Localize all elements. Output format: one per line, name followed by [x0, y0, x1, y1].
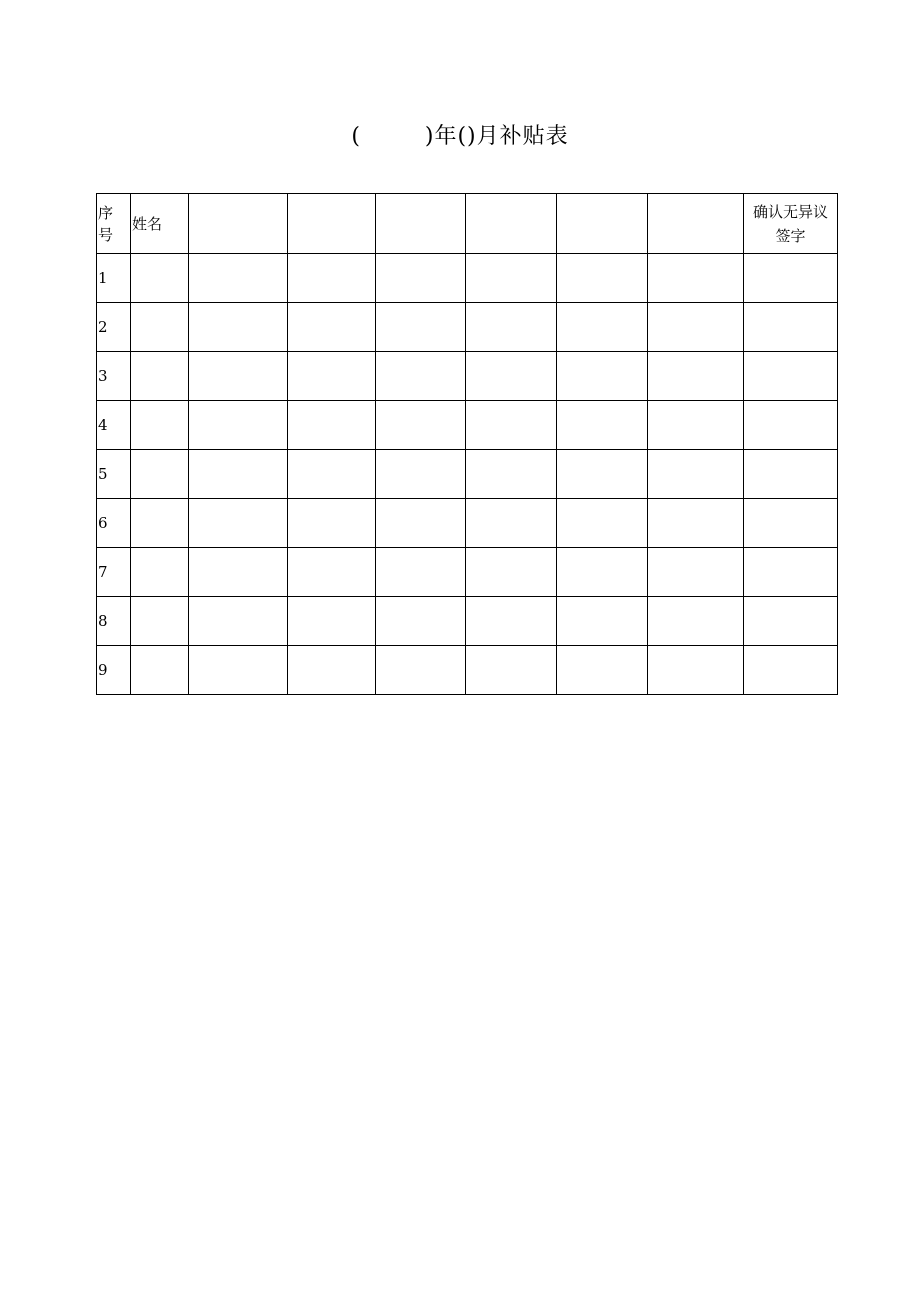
blank-cell[interactable]: [288, 646, 376, 695]
blank-header-cell[interactable]: [376, 194, 466, 254]
table-row: [97, 450, 838, 499]
row-index-cell: 8: [97, 597, 131, 646]
blank-cell[interactable]: [288, 499, 376, 548]
signature-cell[interactable]: [744, 597, 838, 646]
table-row: [97, 597, 838, 646]
blank-cell[interactable]: [648, 352, 744, 401]
blank-cell[interactable]: [376, 499, 466, 548]
blank-cell[interactable]: [557, 597, 648, 646]
blank-cell[interactable]: [376, 450, 466, 499]
blank-cell[interactable]: [376, 646, 466, 695]
seq-header-line2: 号: [98, 225, 114, 244]
blank-cell[interactable]: [557, 401, 648, 450]
blank-header-cell[interactable]: [648, 194, 744, 254]
blank-cell[interactable]: [376, 352, 466, 401]
table-row: [97, 548, 838, 597]
blank-cell[interactable]: [288, 352, 376, 401]
blank-cell[interactable]: [376, 401, 466, 450]
table-row: [97, 499, 838, 548]
name-cell[interactable]: [131, 499, 189, 548]
blank-cell[interactable]: [466, 303, 557, 352]
name-cell[interactable]: [131, 254, 189, 303]
blank-header-cell[interactable]: [288, 194, 376, 254]
signature-cell[interactable]: [744, 254, 838, 303]
blank-cell[interactable]: [466, 499, 557, 548]
blank-cell[interactable]: [557, 254, 648, 303]
blank-cell[interactable]: [376, 303, 466, 352]
blank-cell[interactable]: [189, 548, 288, 597]
blank-cell[interactable]: [376, 597, 466, 646]
seq-header-cell: [97, 194, 131, 254]
row-index-cell: 5: [97, 450, 131, 499]
blank-cell[interactable]: [189, 254, 288, 303]
row-index-cell: 7: [97, 548, 131, 597]
table-row: [97, 401, 838, 450]
blank-cell[interactable]: [466, 401, 557, 450]
blank-cell[interactable]: [466, 548, 557, 597]
signature-cell[interactable]: [744, 352, 838, 401]
blank-cell[interactable]: [288, 597, 376, 646]
blank-cell[interactable]: [288, 254, 376, 303]
blank-cell[interactable]: [466, 352, 557, 401]
blank-cell[interactable]: [557, 548, 648, 597]
name-cell[interactable]: [131, 303, 189, 352]
blank-cell[interactable]: [288, 548, 376, 597]
blank-cell[interactable]: [466, 646, 557, 695]
row-index-cell: 9: [97, 646, 131, 695]
page-title: ( )年()月补贴表: [351, 124, 569, 149]
blank-cell[interactable]: [648, 401, 744, 450]
table-row: [97, 254, 838, 303]
blank-cell[interactable]: [189, 450, 288, 499]
blank-cell[interactable]: [288, 450, 376, 499]
blank-header-cell[interactable]: [466, 194, 557, 254]
signature-cell[interactable]: [744, 401, 838, 450]
row-index-cell: 6: [97, 499, 131, 548]
seq-header-line1: 序: [98, 203, 114, 222]
blank-cell[interactable]: [557, 352, 648, 401]
blank-cell[interactable]: [466, 254, 557, 303]
name-cell[interactable]: [131, 597, 189, 646]
blank-cell[interactable]: [557, 303, 648, 352]
signature-cell[interactable]: [744, 303, 838, 352]
blank-cell[interactable]: [557, 499, 648, 548]
blank-cell[interactable]: [376, 548, 466, 597]
signature-cell[interactable]: [744, 646, 838, 695]
name-cell[interactable]: [131, 401, 189, 450]
blank-cell[interactable]: [557, 646, 648, 695]
signature-cell[interactable]: [744, 499, 838, 548]
blank-cell[interactable]: [189, 303, 288, 352]
blank-cell[interactable]: [648, 499, 744, 548]
blank-cell[interactable]: [189, 499, 288, 548]
sign-header-line2: 签字: [775, 226, 806, 245]
blank-cell[interactable]: [648, 450, 744, 499]
blank-cell[interactable]: [189, 401, 288, 450]
blank-cell[interactable]: [288, 303, 376, 352]
table-row: [97, 646, 838, 695]
blank-cell[interactable]: [648, 597, 744, 646]
blank-cell[interactable]: [466, 597, 557, 646]
blank-cell[interactable]: [189, 352, 288, 401]
blank-cell[interactable]: [648, 254, 744, 303]
blank-cell[interactable]: [648, 548, 744, 597]
table-row: [97, 303, 838, 352]
blank-cell[interactable]: [466, 450, 557, 499]
blank-cell[interactable]: [557, 450, 648, 499]
blank-cell[interactable]: [376, 254, 466, 303]
row-index-cell: 2: [97, 303, 131, 352]
blank-cell[interactable]: [648, 646, 744, 695]
blank-cell[interactable]: [288, 401, 376, 450]
signature-cell[interactable]: [744, 450, 838, 499]
blank-cell[interactable]: [189, 597, 288, 646]
table-row: [97, 352, 838, 401]
blank-cell[interactable]: [648, 303, 744, 352]
subsidy-table: [96, 193, 838, 695]
row-index-cell: 3: [97, 352, 131, 401]
name-cell[interactable]: [131, 352, 189, 401]
name-cell[interactable]: [131, 548, 189, 597]
name-header-cell: 姓名: [131, 194, 189, 254]
sign-header-line1: 确认无异议: [752, 202, 828, 221]
name-cell[interactable]: [131, 450, 189, 499]
blank-header-cell[interactable]: [557, 194, 648, 254]
header-row: [97, 194, 838, 254]
row-index-cell: 1: [97, 254, 131, 303]
signature-cell[interactable]: [744, 548, 838, 597]
sign-header-cell: [744, 194, 838, 254]
blank-header-cell[interactable]: [189, 194, 288, 254]
blank-cell[interactable]: [189, 646, 288, 695]
name-cell[interactable]: [131, 646, 189, 695]
row-index-cell: 4: [97, 401, 131, 450]
